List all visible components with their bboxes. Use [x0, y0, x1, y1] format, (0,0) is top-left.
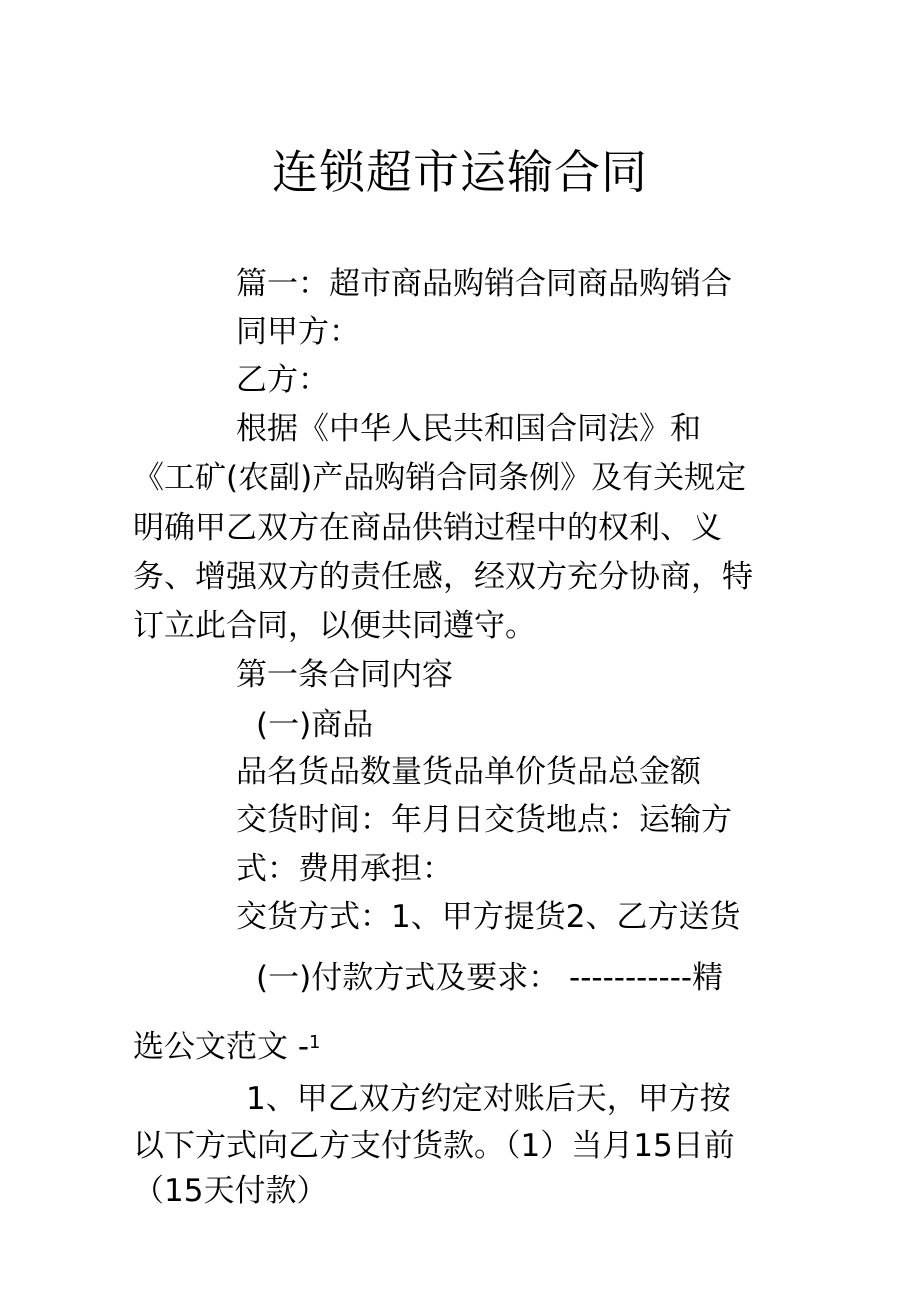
body-line: 乙方： — [236, 362, 329, 398]
body-line: 1、甲乙双方约定对账后天，甲方按 — [246, 1081, 731, 1117]
body-line: 订立此合同，以便共同遵守。 — [133, 608, 536, 644]
document-title: 连锁超市运输合同 — [272, 145, 648, 199]
body-line: 式：费用承担： — [236, 851, 453, 887]
body-line: 篇一：超市商品购销合同商品购销合 — [236, 266, 732, 302]
body-line: 务、增强双方的责任感，经双方充分协商，特 — [133, 559, 753, 595]
body-line: 交货时间：年月日交货地点：运输方 — [236, 802, 732, 838]
body-line: 同甲方： — [236, 314, 360, 350]
body-line: 品名货品数量货品单价货品总金额 — [236, 754, 701, 790]
body-line: 明确甲乙双方在商品供销过程中的权利、义 — [133, 510, 722, 546]
body-line: 交货方式：1、甲方提货2、乙方送货 — [236, 899, 741, 935]
page-footer — [133, 1025, 321, 1069]
body-line: （15天付款） — [133, 1173, 328, 1209]
section-heading: 第一条合同内容 — [236, 657, 453, 693]
subsection-heading: (一)付款方式及要求： -----------精 — [256, 960, 724, 996]
body-line: 以下方式向乙方支付货款。（1）当月15日前 — [133, 1128, 735, 1164]
footer-text: 选公文范文 - — [133, 1029, 310, 1065]
body-line: 根据《中华人民共和国合同法》和 — [236, 411, 701, 447]
subsection-heading: (一)商品 — [256, 707, 374, 743]
page-number: 1 — [309, 1032, 321, 1053]
body-line: 《工矿(农副)产品购销合同条例》及有关规定 — [133, 460, 747, 496]
